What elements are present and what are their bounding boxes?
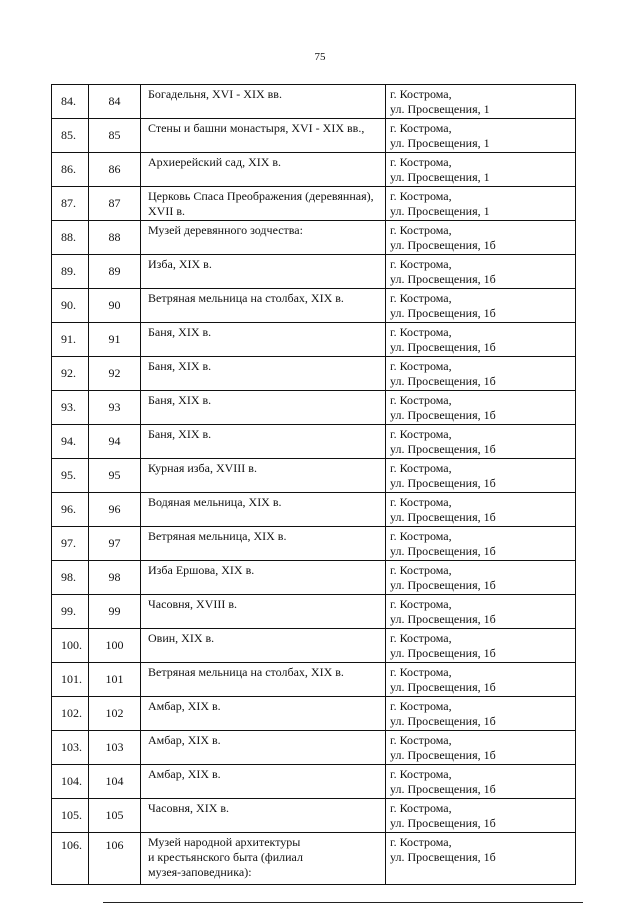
- address-line: г. Кострома,: [390, 835, 452, 849]
- table-row: [52, 323, 576, 357]
- register-number-cell: 102: [89, 697, 141, 731]
- address-line: ул. Просвещения, 1б: [390, 850, 496, 864]
- table-row: [52, 187, 576, 221]
- object-name-line: Амбар, XIX в.: [148, 767, 221, 781]
- address-cell: [386, 527, 576, 561]
- register-number-cell: 92: [89, 357, 141, 391]
- table-row: [52, 493, 576, 527]
- heritage-register-table: [51, 84, 576, 885]
- bottom-rule: [103, 902, 583, 903]
- row-number-cell: 95.: [52, 459, 89, 493]
- address-line: ул. Просвещения, 1б: [390, 442, 496, 456]
- address-line: ул. Просвещения, 1б: [390, 578, 496, 592]
- page-number: 75: [314, 51, 326, 63]
- address-cell: [386, 119, 576, 153]
- table-row: [52, 425, 576, 459]
- register-number-cell: 101: [89, 663, 141, 697]
- address-line: г. Кострома,: [390, 359, 452, 373]
- row-number-cell: 106.: [52, 833, 89, 885]
- address-line: г. Кострома,: [390, 427, 452, 441]
- register-number-cell: 100: [89, 629, 141, 663]
- row-number-cell: 98.: [52, 561, 89, 595]
- register-number-cell: 85: [89, 119, 141, 153]
- address-cell: [386, 799, 576, 833]
- register-number-cell: 104: [89, 765, 141, 799]
- table-row: [52, 731, 576, 765]
- address-line: г. Кострома,: [390, 223, 452, 237]
- address-cell: [386, 595, 576, 629]
- table-row: [52, 357, 576, 391]
- address-line: г. Кострома,: [390, 87, 452, 101]
- object-name-cell: [141, 527, 386, 561]
- address-line: г. Кострома,: [390, 597, 452, 611]
- row-number-cell: 93.: [52, 391, 89, 425]
- object-name-cell: [141, 221, 386, 255]
- object-name-cell: [141, 595, 386, 629]
- object-name-line: Архиерейский сад, XIX в.: [148, 155, 282, 169]
- object-name-line: Амбар, XIX в.: [148, 699, 221, 713]
- row-number-cell: 97.: [52, 527, 89, 561]
- table-row: [52, 629, 576, 663]
- register-number-cell: 99: [89, 595, 141, 629]
- table-row: [52, 833, 576, 885]
- address-cell: [386, 731, 576, 765]
- table-row: [52, 765, 576, 799]
- address-line: г. Кострома,: [390, 631, 452, 645]
- address-line: ул. Просвещения, 1б: [390, 782, 496, 796]
- table-row: [52, 153, 576, 187]
- address-cell: [386, 833, 576, 885]
- address-line: ул. Просвещения, 1б: [390, 374, 496, 388]
- object-name-cell: [141, 459, 386, 493]
- row-number-cell: 102.: [52, 697, 89, 731]
- row-number-cell: 104.: [52, 765, 89, 799]
- register-number-cell: 93: [89, 391, 141, 425]
- object-name-cell: [141, 833, 386, 885]
- address-line: г. Кострома,: [390, 461, 452, 475]
- row-number-cell: 103.: [52, 731, 89, 765]
- register-number-cell: 84: [89, 85, 141, 119]
- row-number-cell: 94.: [52, 425, 89, 459]
- table-row: [52, 391, 576, 425]
- object-name-line: Баня, XIX в.: [148, 427, 212, 441]
- object-name-line: Ветряная мельница на столбах, XIX в.: [148, 665, 344, 679]
- register-number-cell: 105: [89, 799, 141, 833]
- register-number-cell: 96: [89, 493, 141, 527]
- address-cell: [386, 765, 576, 799]
- object-name-cell: [141, 85, 386, 119]
- address-line: ул. Просвещения, 1б: [390, 748, 496, 762]
- table-row: [52, 289, 576, 323]
- address-line: г. Кострома,: [390, 495, 452, 509]
- address-line: г. Кострома,: [390, 325, 452, 339]
- address-cell: [386, 85, 576, 119]
- table-row: [52, 255, 576, 289]
- object-name-line: XVII в.: [148, 204, 185, 218]
- table-row: [52, 459, 576, 493]
- row-number-cell: 105.: [52, 799, 89, 833]
- address-cell: [386, 255, 576, 289]
- object-name-line: Водяная мельница, XIX в.: [148, 495, 282, 509]
- object-name-cell: [141, 255, 386, 289]
- object-name-cell: [141, 629, 386, 663]
- address-cell: [386, 663, 576, 697]
- register-body: [52, 85, 576, 885]
- object-name-cell: [141, 493, 386, 527]
- table-row: [52, 85, 576, 119]
- register-number-cell: 91: [89, 323, 141, 357]
- address-cell: [386, 357, 576, 391]
- object-name-cell: [141, 153, 386, 187]
- row-number-cell: 87.: [52, 187, 89, 221]
- row-number-cell: 88.: [52, 221, 89, 255]
- table-row: [52, 119, 576, 153]
- address-cell: [386, 221, 576, 255]
- address-line: г. Кострома,: [390, 699, 452, 713]
- register-number-cell: 86: [89, 153, 141, 187]
- address-cell: [386, 289, 576, 323]
- object-name-line: Церковь Спаса Преображения (деревянная),: [148, 189, 374, 203]
- address-line: г. Кострома,: [390, 529, 452, 543]
- object-name-line: Музей деревянного зодчества:: [148, 223, 303, 237]
- object-name-cell: [141, 561, 386, 595]
- address-line: г. Кострома,: [390, 189, 452, 203]
- address-cell: [386, 323, 576, 357]
- register-number-cell: 94: [89, 425, 141, 459]
- object-name-line: Богадельня, XVI - XIX вв.: [148, 87, 282, 101]
- register-number-cell: 106: [89, 833, 141, 885]
- register-number-cell: 97: [89, 527, 141, 561]
- address-cell: [386, 697, 576, 731]
- object-name-cell: [141, 391, 386, 425]
- object-name-line: Ветряная мельница на столбах, XIX в.: [148, 291, 344, 305]
- address-cell: [386, 493, 576, 527]
- address-line: ул. Просвещения, 1б: [390, 408, 496, 422]
- address-line: ул. Просвещения, 1б: [390, 646, 496, 660]
- row-number-cell: 89.: [52, 255, 89, 289]
- row-number-cell: 96.: [52, 493, 89, 527]
- address-line: г. Кострома,: [390, 665, 452, 679]
- address-line: ул. Просвещения, 1: [390, 170, 490, 184]
- address-line: ул. Просвещения, 1б: [390, 510, 496, 524]
- address-cell: [386, 561, 576, 595]
- address-line: ул. Просвещения, 1б: [390, 340, 496, 354]
- table-row: [52, 663, 576, 697]
- row-number-cell: 84.: [52, 85, 89, 119]
- address-cell: [386, 187, 576, 221]
- address-cell: [386, 153, 576, 187]
- address-cell: [386, 629, 576, 663]
- object-name-line: Баня, XIX в.: [148, 393, 212, 407]
- object-name-cell: [141, 731, 386, 765]
- register-number-cell: 98: [89, 561, 141, 595]
- row-number-cell: 99.: [52, 595, 89, 629]
- object-name-cell: [141, 357, 386, 391]
- row-number-cell: 86.: [52, 153, 89, 187]
- object-name-cell: [141, 289, 386, 323]
- address-line: ул. Просвещения, 1б: [390, 714, 496, 728]
- object-name-cell: [141, 323, 386, 357]
- object-name-line: Ветряная мельница, XIX в.: [148, 529, 287, 543]
- row-number-cell: 85.: [52, 119, 89, 153]
- register-number-cell: 103: [89, 731, 141, 765]
- object-name-cell: [141, 765, 386, 799]
- row-number-cell: 91.: [52, 323, 89, 357]
- table-row: [52, 221, 576, 255]
- address-line: ул. Просвещения, 1б: [390, 306, 496, 320]
- address-line: ул. Просвещения, 1б: [390, 476, 496, 490]
- row-number-cell: 90.: [52, 289, 89, 323]
- address-line: ул. Просвещения, 1б: [390, 816, 496, 830]
- address-line: г. Кострома,: [390, 733, 452, 747]
- address-cell: [386, 459, 576, 493]
- object-name-cell: [141, 663, 386, 697]
- address-line: г. Кострома,: [390, 801, 452, 815]
- object-name-cell: [141, 187, 386, 221]
- register-number-cell: 90: [89, 289, 141, 323]
- address-cell: [386, 425, 576, 459]
- object-name-line: Часовня, XIX в.: [148, 801, 230, 815]
- address-line: ул. Просвещения, 1: [390, 136, 490, 150]
- object-name-line: Музей народной архитектуры: [148, 835, 301, 849]
- row-number-cell: 100.: [52, 629, 89, 663]
- object-name-line: музея-заповедника):: [148, 865, 252, 879]
- address-cell: [386, 391, 576, 425]
- address-line: г. Кострома,: [390, 563, 452, 577]
- object-name-line: Изба, XIX в.: [148, 257, 212, 271]
- address-line: ул. Просвещения, 1б: [390, 612, 496, 626]
- address-line: ул. Просвещения, 1б: [390, 272, 496, 286]
- address-line: г. Кострома,: [390, 155, 452, 169]
- object-name-cell: [141, 799, 386, 833]
- object-name-cell: [141, 425, 386, 459]
- table-row: [52, 527, 576, 561]
- table-row: [52, 697, 576, 731]
- row-number-cell: 92.: [52, 357, 89, 391]
- object-name-line: Курная изба, XVIII в.: [148, 461, 257, 475]
- object-name-cell: [141, 119, 386, 153]
- row-number-cell: 101.: [52, 663, 89, 697]
- object-name-line: Овин, XIX в.: [148, 631, 215, 645]
- address-line: ул. Просвещения, 1б: [390, 544, 496, 558]
- address-line: г. Кострома,: [390, 767, 452, 781]
- table-row: [52, 799, 576, 833]
- register-number-cell: 87: [89, 187, 141, 221]
- address-line: г. Кострома,: [390, 291, 452, 305]
- object-name-line: Часовня, XVIII в.: [148, 597, 238, 611]
- address-line: ул. Просвещения, 1б: [390, 238, 496, 252]
- table-row: [52, 561, 576, 595]
- object-name-line: Баня, XIX в.: [148, 359, 212, 373]
- register-number-cell: 89: [89, 255, 141, 289]
- address-line: г. Кострома,: [390, 393, 452, 407]
- object-name-line: Изба Ершова, XIX в.: [148, 563, 255, 577]
- object-name-line: и крестьянского быта (филиал: [148, 850, 303, 864]
- address-line: ул. Просвещения, 1: [390, 102, 490, 116]
- object-name-line: Баня, XIX в.: [148, 325, 212, 339]
- address-line: ул. Просвещения, 1б: [390, 680, 496, 694]
- table-row: [52, 595, 576, 629]
- address-line: г. Кострома,: [390, 257, 452, 271]
- register-number-cell: 95: [89, 459, 141, 493]
- address-line: г. Кострома,: [390, 121, 452, 135]
- register-number-cell: 88: [89, 221, 141, 255]
- object-name-line: Амбар, XIX в.: [148, 733, 221, 747]
- address-line: ул. Просвещения, 1: [390, 204, 490, 218]
- object-name-line: Стены и башни монастыря, XVI - XIX вв.,: [148, 121, 365, 135]
- object-name-cell: [141, 697, 386, 731]
